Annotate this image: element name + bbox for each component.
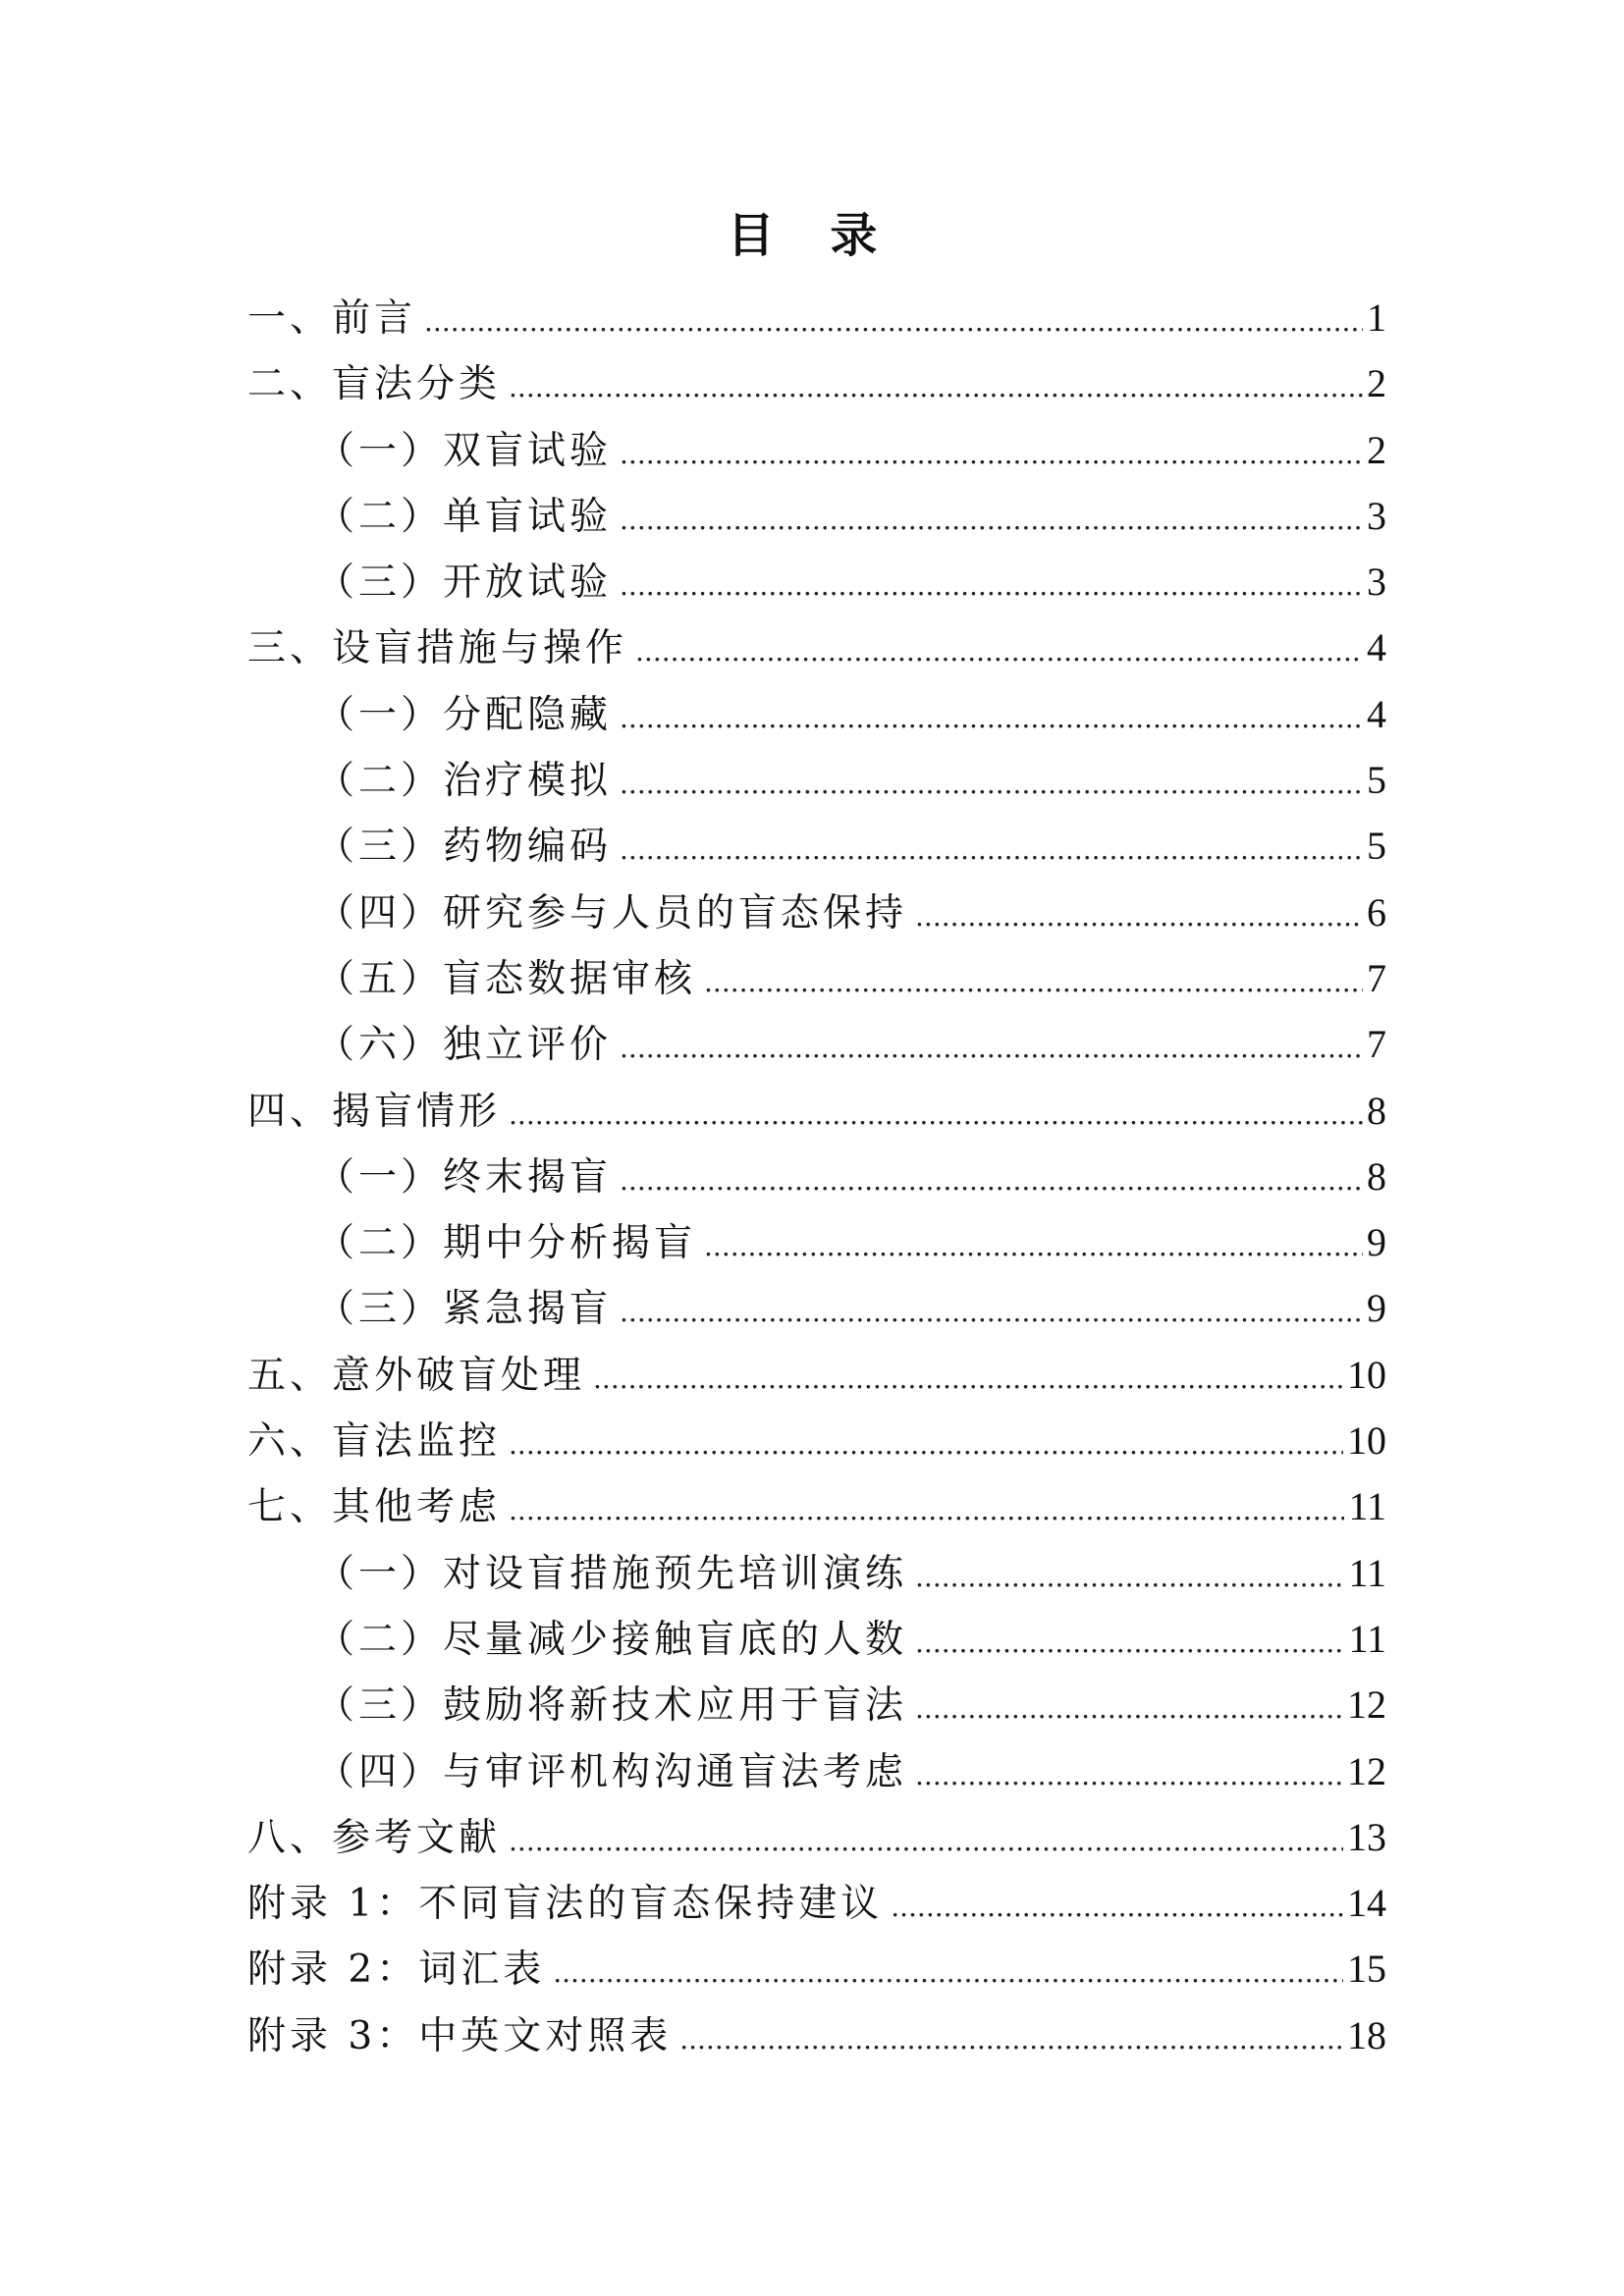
toc-entry-label: （六）独立评价 (316, 1023, 613, 1068)
toc-entry[interactable] (247, 1936, 1386, 2002)
toc-entry-page-number: 9 (1367, 1220, 1386, 1265)
toc-entry-label: （一）双盲试验 (316, 428, 613, 473)
dot-leader (620, 1015, 1363, 1081)
toc-entry-page-number: 11 (1348, 1550, 1386, 1595)
toc-entry[interactable] (247, 549, 1386, 614)
toc-entry-label: （二）单盲试验 (316, 494, 613, 539)
dot-leader (509, 1412, 1343, 1477)
toc-entry[interactable] (247, 1011, 1386, 1077)
toc-entry-label: （四）与审评机构沟通盲法考虑 (316, 1749, 908, 1794)
toc-entry-label: 三、设盲措施与操作 (247, 626, 628, 671)
toc-entry[interactable] (247, 880, 1386, 945)
toc-entry[interactable] (247, 1672, 1386, 1737)
dot-leader (915, 1676, 1343, 1741)
toc-entry[interactable] (247, 483, 1386, 549)
toc-entry[interactable] (247, 1606, 1386, 1672)
dot-leader (593, 1346, 1343, 1412)
dot-leader (620, 817, 1363, 882)
toc-entry-page-number: 5 (1367, 824, 1386, 869)
toc-entry[interactable] (247, 1275, 1386, 1341)
toc-entry-page-number: 8 (1367, 1088, 1386, 1133)
toc-entry[interactable] (247, 1408, 1386, 1473)
toc-entry[interactable] (247, 1473, 1386, 1539)
dot-leader (620, 553, 1363, 618)
toc-entry-page-number: 12 (1347, 1748, 1386, 1793)
toc-entry-label: （一）对设盲措施预先培训演练 (316, 1551, 908, 1596)
dot-leader (620, 1279, 1363, 1345)
toc-entry-page-number: 18 (1347, 2012, 1386, 2057)
toc-entry-page-number: 7 (1367, 1022, 1386, 1067)
toc-entry[interactable] (247, 945, 1386, 1011)
toc-entry-page-number: 14 (1347, 1881, 1386, 1926)
toc-entry[interactable] (247, 1342, 1386, 1408)
toc-entry-page-number: 4 (1367, 691, 1386, 736)
toc-entry-page-number: 15 (1347, 1947, 1386, 1992)
toc-entry-label: 附录 1：不同盲法的盲态保持建议 (247, 1882, 884, 1927)
toc-entry-label: （三）开放试验 (316, 561, 613, 606)
toc-title: 目 录 (727, 208, 897, 263)
dot-leader (553, 1940, 1343, 2005)
toc-entry[interactable] (247, 2002, 1386, 2068)
toc-entry[interactable] (247, 614, 1386, 680)
dot-leader (891, 1874, 1343, 1940)
toc-entry-page-number: 3 (1367, 493, 1386, 538)
toc-entry-page-number: 10 (1347, 1418, 1386, 1464)
toc-entry-page-number: 1 (1367, 295, 1386, 340)
toc-entry-page-number: 5 (1367, 758, 1386, 803)
toc-entry-label: （二）治疗模拟 (316, 759, 613, 804)
toc-entry-label: （一）终末揭盲 (316, 1154, 613, 1200)
toc-entry-page-number: 3 (1367, 560, 1386, 605)
dot-leader (620, 685, 1363, 751)
toc-entry-label: （二）期中分析揭盲 (316, 1221, 697, 1266)
dot-leader (704, 949, 1363, 1015)
dot-leader (424, 289, 1363, 354)
dot-leader (509, 354, 1363, 420)
dot-leader (915, 1544, 1344, 1610)
toc-entry[interactable] (247, 417, 1386, 483)
dot-leader (915, 883, 1363, 949)
toc-entry-label: （四）研究参与人员的盲态保持 (316, 890, 908, 935)
toc-entry-label: 二、盲法分类 (247, 362, 502, 407)
toc-entry-page-number: 9 (1367, 1286, 1386, 1331)
toc-entry-label: 四、揭盲情形 (247, 1089, 502, 1134)
toc-entry-label: （三）药物编码 (316, 825, 613, 870)
toc-entry[interactable] (247, 1144, 1386, 1209)
toc-entry-label: （一）分配隐藏 (316, 692, 613, 737)
dot-leader (620, 751, 1363, 817)
toc-entry-label: 五、意外破盲处理 (247, 1353, 586, 1398)
toc-entry-page-number: 11 (1348, 1616, 1386, 1661)
toc-entry-label: 六、盲法监控 (247, 1419, 502, 1465)
toc-entry[interactable] (247, 747, 1386, 813)
toc-entry-page-number: 4 (1367, 625, 1386, 670)
toc-entry[interactable] (247, 285, 1386, 350)
dot-leader (635, 618, 1363, 684)
toc-entry-page-number: 12 (1347, 1682, 1386, 1728)
toc-entry[interactable] (247, 1738, 1386, 1804)
toc-entry-label: 一、前言 (247, 296, 417, 341)
toc-entry-page-number: 11 (1348, 1484, 1386, 1529)
dot-leader (620, 1148, 1363, 1213)
toc-entry[interactable] (247, 350, 1386, 416)
toc-list (247, 285, 1386, 2068)
dot-leader (509, 1808, 1343, 1874)
dot-leader (704, 1213, 1363, 1279)
toc-entry-page-number: 2 (1367, 361, 1386, 406)
toc-entry-page-number: 7 (1367, 955, 1386, 1000)
toc-entry-page-number: 13 (1347, 1814, 1386, 1859)
toc-entry-label: （三）紧急揭盲 (316, 1287, 613, 1332)
dot-leader (509, 1082, 1363, 1148)
toc-entry[interactable] (247, 813, 1386, 879)
toc-entry-label: （三）鼓励将新技术应用于盲法 (316, 1683, 908, 1729)
dot-leader (620, 487, 1363, 553)
toc-entry-label: 附录 2：词汇表 (247, 1948, 546, 1993)
dot-leader (679, 2006, 1343, 2072)
toc-entry-label: 七、其他考虑 (247, 1485, 502, 1530)
toc-entry[interactable] (247, 1078, 1386, 1144)
toc-entry[interactable] (247, 1804, 1386, 1870)
toc-entry-page-number: 6 (1367, 889, 1386, 934)
toc-entry-label: （二）尽量减少接触盲底的人数 (316, 1617, 908, 1662)
toc-entry[interactable] (247, 1870, 1386, 1936)
toc-entry[interactable] (247, 681, 1386, 747)
toc-entry-label: （五）盲态数据审核 (316, 956, 697, 1001)
toc-entry-page-number: 10 (1347, 1352, 1386, 1397)
toc-entry[interactable] (247, 1540, 1386, 1606)
toc-entry-label: 附录 3：中英文对照表 (247, 2013, 673, 2058)
dot-leader (915, 1742, 1343, 1808)
toc-entry[interactable] (247, 1209, 1386, 1275)
dot-leader (509, 1477, 1344, 1543)
dot-leader (915, 1610, 1344, 1676)
toc-entry-page-number: 2 (1367, 427, 1386, 472)
toc-entry-page-number: 8 (1367, 1153, 1386, 1199)
toc-entry-label: 八、参考文献 (247, 1815, 502, 1860)
dot-leader (620, 421, 1363, 487)
